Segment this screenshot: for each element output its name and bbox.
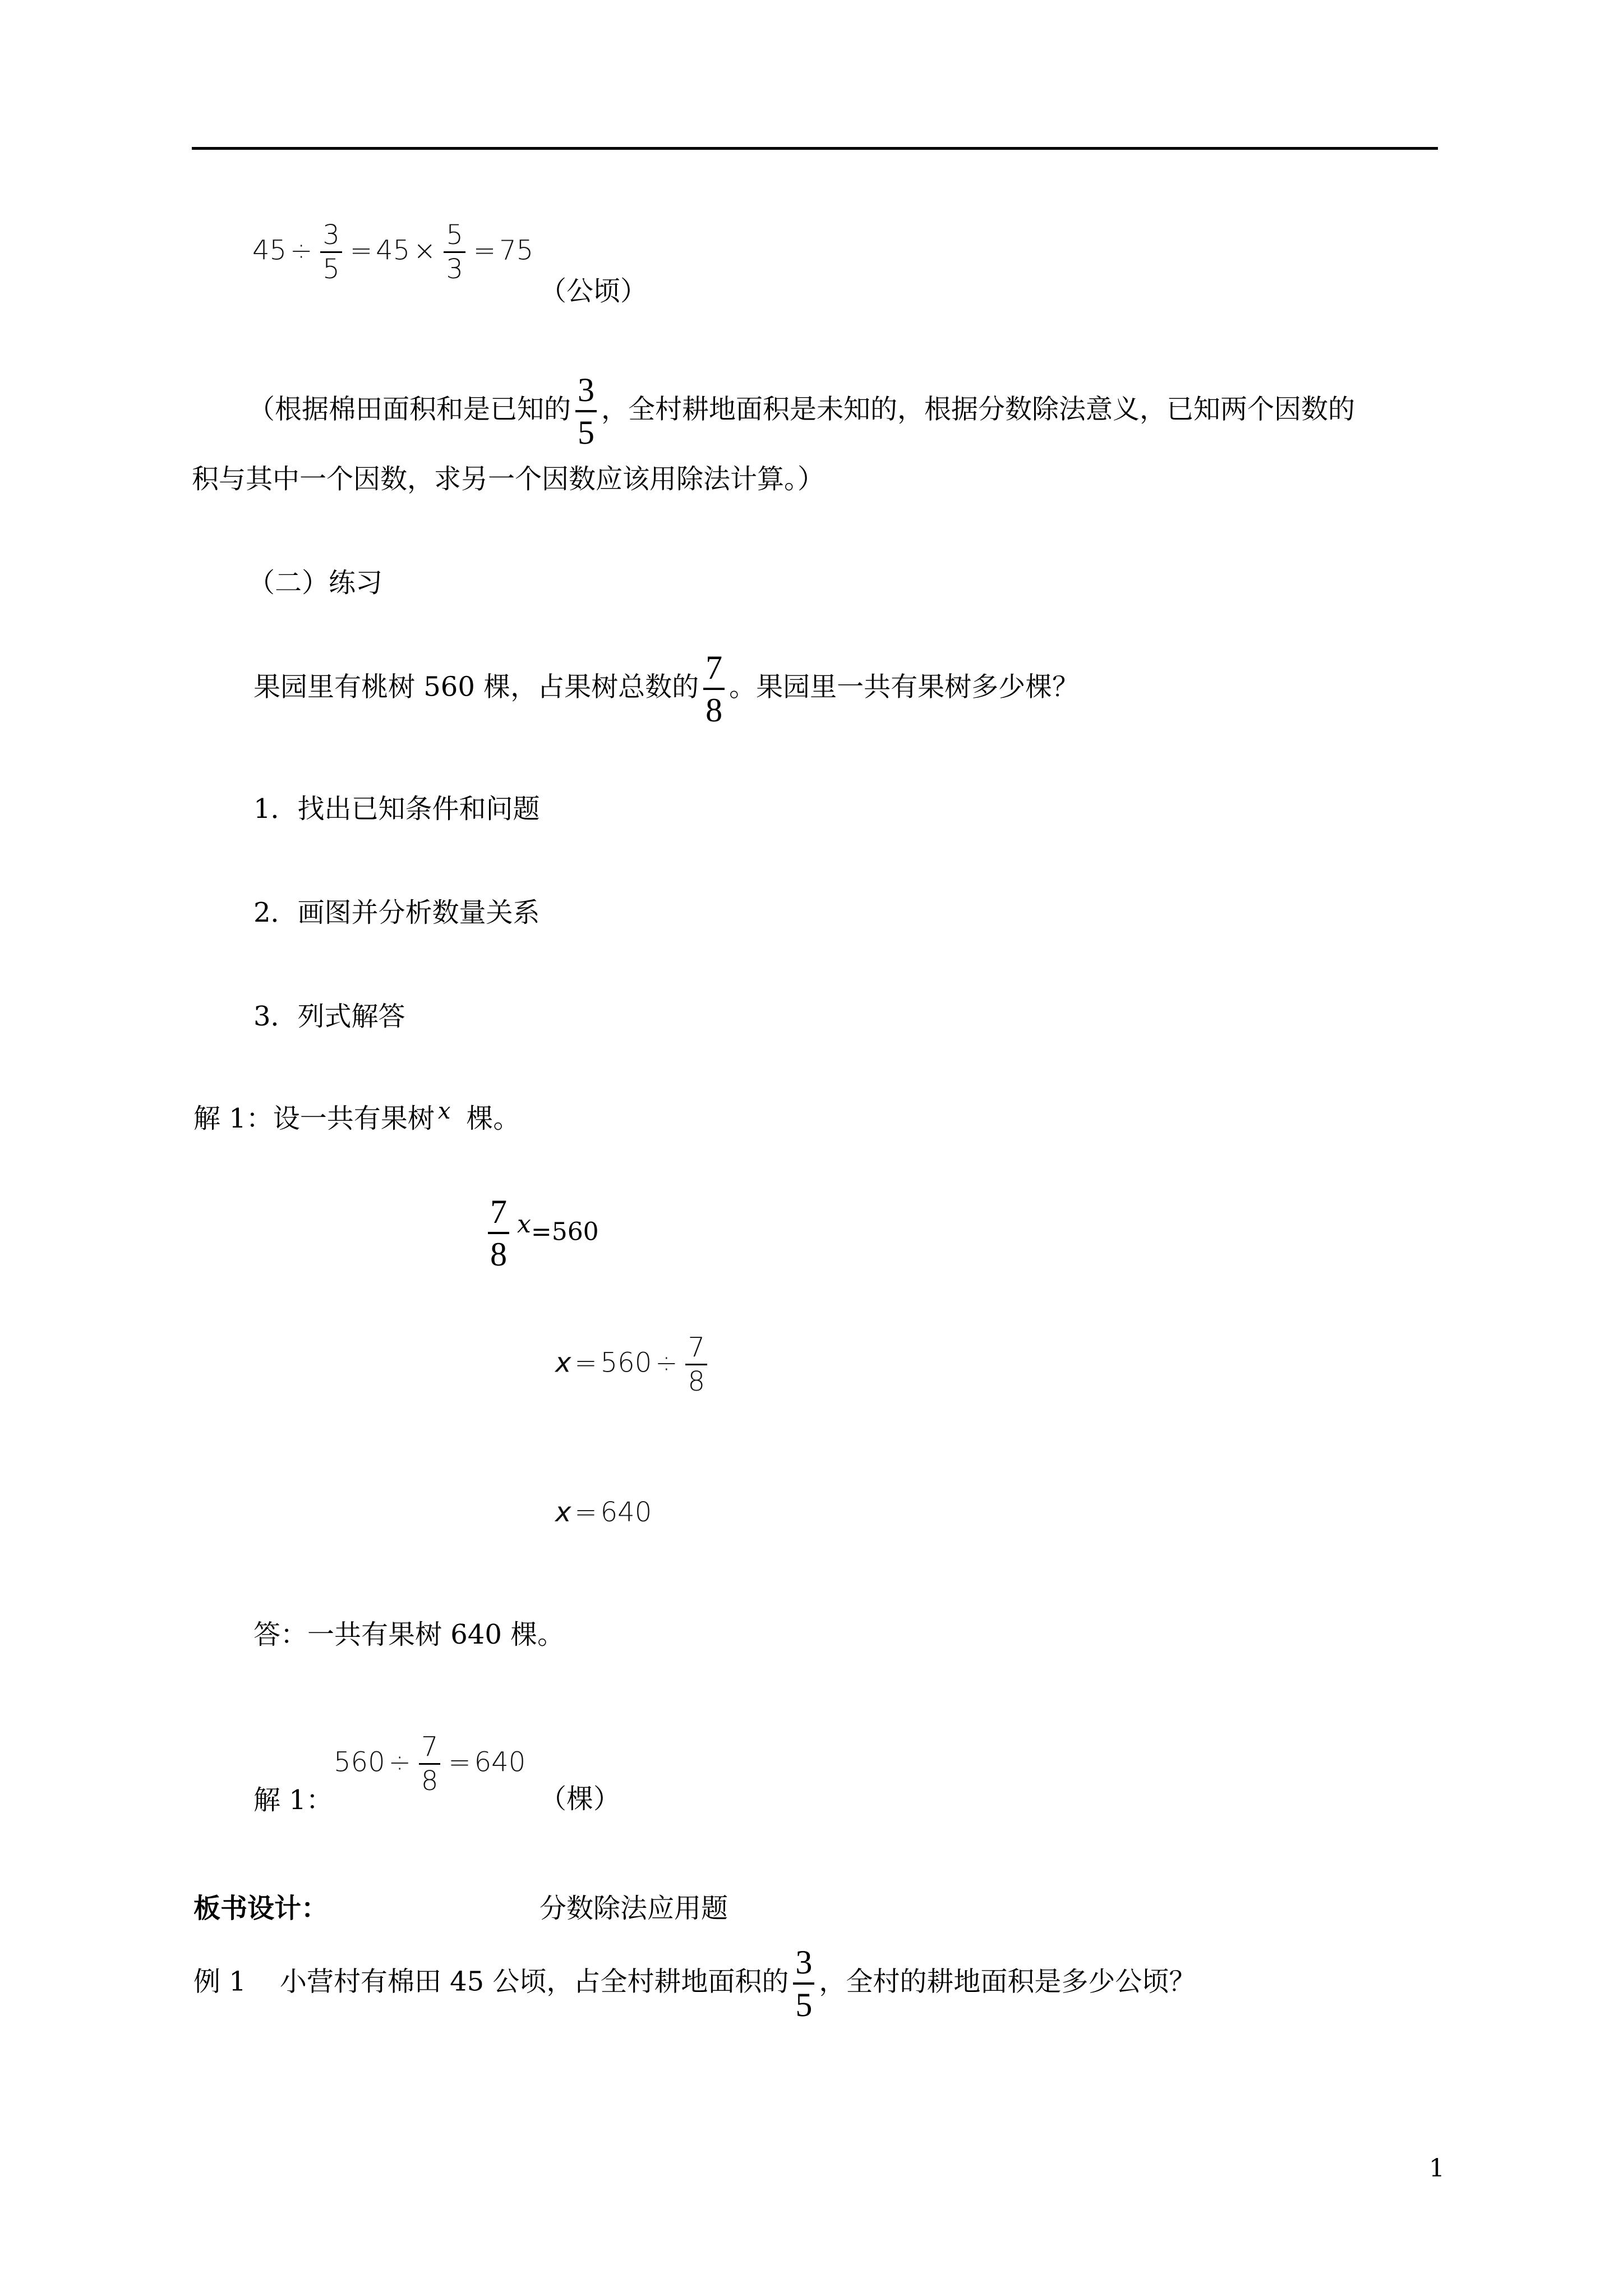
step-2: 2．画图并分析数量关系 <box>253 897 540 928</box>
fraction-3-5: $\frac{3}{5}$ <box>575 373 597 449</box>
fraction-3-5-example: $\frac{3}{5}$ <box>793 1945 814 2022</box>
formula-2: 560 ÷ $\frac{7}{8}$ = 640 <box>334 1731 526 1797</box>
solution-2-label: 解 1： <box>253 1784 333 1816</box>
step-3: 3．列式解答 <box>253 1001 405 1032</box>
explanation-line-2: 积与其中一个因数，求另一个因数应该用除法计算。） <box>192 463 825 495</box>
equation-c: x = 640 <box>555 1497 652 1528</box>
formula-1-unit: （公顷） <box>540 275 648 307</box>
example-1: 例 1 小营村有棉田 45 公顷，占全村耕地面积的 $\frac{3}{5}$ ，全村的耕地面积是多少公顷？ <box>193 1944 1196 2023</box>
answer-1: 答：一共有果树 640 棵。 <box>253 1619 565 1650</box>
step-1: 1．找出已知条件和问题 <box>253 793 540 825</box>
fraction-7-8: $\frac{7}{8}$ <box>703 651 725 727</box>
practice-heading: （二）练习 <box>248 567 383 599</box>
solution-2-unit: （棵） <box>540 1783 621 1815</box>
header-rule <box>192 147 1438 150</box>
problem-text: 果园里有桃树 560 棵，占果树总数的 $\frac{7}{8}$ 。果园里一共有果树多少棵？ <box>253 649 1080 729</box>
explanation-line-1: （根据棉田面积和是已知的 $\frac{3}{5}$ ，全村耕地面积是未知的，根据分数除法意义，已知两个因数的 <box>248 371 1355 451</box>
solution-1-intro: 解 1：设一共有果树 $^x$ 棵。 <box>193 1098 520 1134</box>
board-label: 板书设计： <box>193 1893 329 1924</box>
equation-a: $\frac{7}{8}$ x=560 <box>483 1195 599 1271</box>
formula-1: 45 ÷ $\frac{3}{5}$ = 45 × $\frac{5}{3}$ = 75 <box>252 219 534 285</box>
equation-b: x = 560 ÷ $\frac{7}{8}$ <box>555 1334 712 1395</box>
board-title: 分数除法应用题 <box>540 1893 728 1924</box>
page-number: 1 <box>1429 2154 1445 2183</box>
